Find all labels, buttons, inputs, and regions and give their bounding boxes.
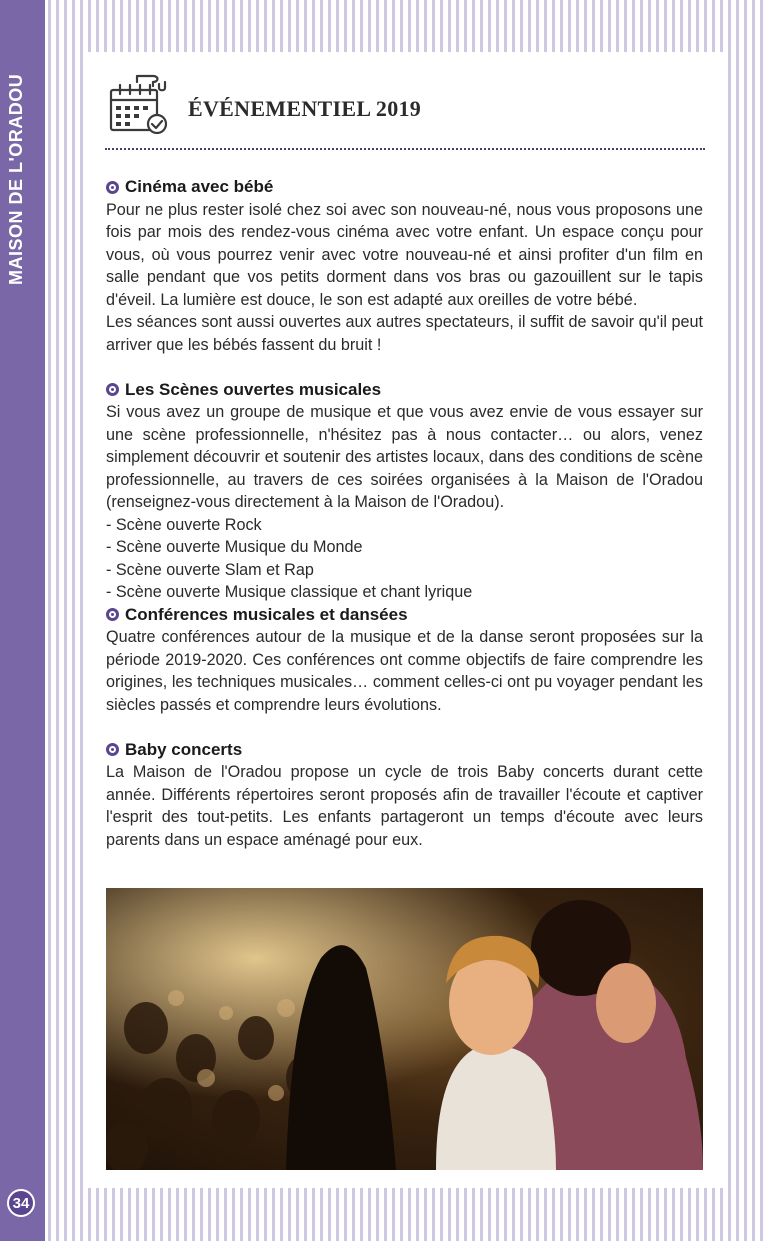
bullet-icon bbox=[106, 181, 119, 194]
bullet-icon bbox=[106, 383, 119, 396]
content bbox=[106, 176, 703, 851]
list-item: - Scène ouverte Musique du Monde bbox=[106, 538, 363, 556]
section-title-cinema bbox=[106, 176, 703, 199]
list-item: - Scène ouverte Rock bbox=[106, 515, 262, 534]
paragraph: Quatre conférences autour de la musique et de la danse seront proposées sur la période 2019-2020. Ces conférences ont comme objectifs de faire comprendre les origines, les techniques musicales… comment celles-ci ont pu voyager pendant les siècles passés et comprendre leurs évolutions. bbox=[106, 628, 703, 714]
section-title-baby-concerts bbox=[106, 739, 703, 762]
content-panel bbox=[87, 52, 725, 1188]
calendar-check-icon bbox=[107, 72, 173, 136]
paragraph: Si vous avez un groupe de musique et que vous avez envie de vous essayer sur une scène professionnelle, n'hésitez pas à nous contacter… ou alors, venez simplement découvrir et soutenir des artistes locaux, dans des conditions de scène professionnelle, au travers de ces soirées organisées à la Maison de l'Oradou (renseignez-vous directement à la Maison de l'Oradou). bbox=[106, 403, 703, 511]
dotted-divider bbox=[105, 148, 705, 150]
page-number: 34 bbox=[7, 1189, 35, 1217]
section-title-text: Baby concerts bbox=[125, 739, 243, 759]
paragraph: Les séances sont aussi ouvertes aux autres spectateurs, il suffit de savoir qu'il peut arriver que les bébés fassent du bruit ! bbox=[106, 313, 703, 354]
section-title-text: Conférences musicales et dansées bbox=[125, 604, 408, 624]
bullet-icon bbox=[106, 743, 119, 756]
section-title-conferences bbox=[106, 604, 703, 627]
paragraph: La Maison de l'Oradou propose un cycle de trois Baby concerts durant cette année. Différents répertoires seront proposés afin de travailler l'écoute et captiver l'esprit des tout-petits. Les enfants partageront un temps d'écoute avec leurs parents dans un espace aménagé pour eux. bbox=[106, 763, 703, 849]
paragraph: Pour ne plus rester isolé chez soi avec son nouveau-né, nous vous proposons une fois par mois des rendez-vous cinéma avec votre enfant. Un espace conçu pour vous, où vous pourrez venir avec votre nouveau-né et ainsi profiter d'un film en salle pendant que vos petits dorment dans vos bras ou gazouillent sur le tapis d'éveil. La lumière est douce, le son est adapté aux oreilles de votre bébé. bbox=[106, 200, 703, 309]
concert-photo bbox=[106, 888, 703, 1170]
list-item: - Scène ouverte Musique classique et chant lyrique bbox=[106, 583, 473, 601]
page-title: ÉVÉNEMENTIEL 2019 bbox=[188, 96, 422, 121]
section-title-text: Cinéma avec bébé bbox=[125, 177, 274, 196]
section-title-scenes bbox=[106, 379, 703, 402]
bullet-icon bbox=[106, 608, 119, 621]
sidebar bbox=[0, 0, 45, 1241]
list-item: - Scène ouverte Slam et Rap bbox=[106, 560, 314, 579]
section-title-text: Les Scènes ouvertes musicales bbox=[125, 379, 382, 399]
sidebar-title: MAISON DE L'ORADOU bbox=[6, 73, 26, 285]
